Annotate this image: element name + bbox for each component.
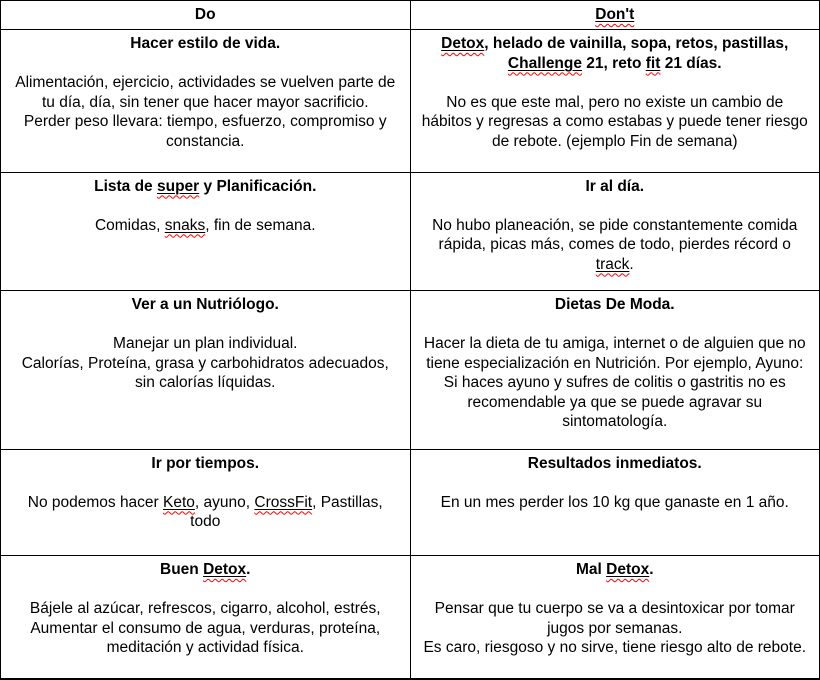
text-line (421, 295, 810, 315)
misspelled-word: fit (645, 54, 661, 72)
dont-cell (410, 556, 820, 679)
dont-cell (410, 291, 820, 450)
text-segment: Mal (575, 561, 607, 579)
text-line (11, 560, 400, 580)
text-line (11, 454, 400, 474)
text-segment: , fin de semana. (205, 216, 316, 234)
header-row (1, 1, 820, 30)
text-line (11, 177, 400, 197)
table-body (1, 30, 820, 680)
text-line (11, 580, 400, 600)
text-segment: Alimentación, ejercicio, actividades se vuelven parte de tu día, día, sin tener que hacer mayor sacrificio. (15, 74, 396, 111)
text-segment: Lista de (94, 177, 157, 195)
text-segment: Dietas De Moda. (554, 296, 675, 313)
do-cell (1, 291, 411, 450)
table-row (1, 556, 820, 679)
do-cell (1, 172, 411, 290)
text-line (421, 196, 810, 216)
text-line (421, 560, 810, 580)
misspelled-word: Don't (595, 6, 635, 23)
misspelled-word: Keto (163, 493, 195, 511)
text-line (421, 93, 810, 152)
misspelled-word: snaks (164, 216, 206, 234)
misspelled-word: Challenge (507, 54, 582, 72)
misspelled-word: super (157, 177, 200, 195)
text-segment: , ayuno, (194, 493, 255, 511)
text-segment: Ir al día. (585, 177, 645, 195)
text-segment: 21 días. (660, 54, 722, 72)
text-line (11, 34, 400, 54)
text-segment: Es caro, riesgoso y no sirve, tiene riesgo alto de rebote. (423, 639, 807, 657)
text-line (11, 73, 400, 112)
text-line (11, 216, 400, 236)
text-segment: . (629, 255, 634, 273)
misspelled-word: track (595, 255, 630, 273)
text-segment: Calorías, Proteína, grasa y carbohidratos adecuados, sin calorías líquidas. (21, 354, 389, 391)
text-line (11, 493, 400, 532)
text-segment: Hacer la dieta de tu amiga, internet o de alguien que no tiene especialización en Nutrición. Por ejemplo, Ayuno: Si haces ayuno y sufres de colitis o gastritis no es recomendable ya que se puede agravar su sintomatología. (423, 335, 806, 430)
column-header-do (1, 1, 411, 30)
text-line (11, 599, 400, 658)
text-segment: No podemos hacer (27, 493, 164, 511)
text-line (11, 354, 400, 393)
do-cell (1, 449, 411, 555)
table-row (1, 291, 820, 450)
text-line (421, 580, 810, 600)
text-segment: Resultados inmediatos. (527, 454, 702, 472)
dont-cell (410, 449, 820, 555)
text-segment: , Pastillas, todo (190, 493, 383, 531)
column-header-dont (410, 1, 820, 30)
text-line (421, 216, 810, 275)
misspelled-word: CrossFit (254, 493, 313, 511)
text-line (421, 334, 810, 432)
text-segment: Bájele al azúcar, refrescos, cigarro, alcohol, estrés, Aumentar el consumo de agua, verduras, proteína, meditación y actividad física. (29, 600, 381, 657)
text-segment: Buen (160, 561, 204, 579)
table-row (1, 30, 820, 173)
text-line (421, 34, 810, 73)
table-row (1, 172, 820, 290)
text-segment: Ver a un Nutriólogo. (131, 296, 279, 313)
text-line (421, 177, 810, 197)
table-row (1, 449, 820, 555)
text-line (11, 315, 400, 335)
text-segment: En un mes perder los 10 kg que ganaste en 1 año. (440, 493, 789, 511)
text-line (421, 473, 810, 493)
text-line (421, 599, 810, 638)
text-segment: No es que este mal, pero no existe un cambio de hábitos y regresas a como estabas y puede tener riesgo de rebote. (ejemplo Fin de semana) (421, 93, 808, 150)
misspelled-word: Detox (606, 561, 650, 579)
text-segment: . (649, 561, 654, 579)
text-segment: Ir por tiempos. (151, 454, 260, 472)
text-segment: 21, reto (582, 54, 646, 72)
text-segment: Pensar que tu cuerpo se va a desintoxicar por tomar jugos por semanas. (434, 600, 795, 637)
text-segment: y Planificación. (199, 177, 317, 195)
dont-cell (410, 172, 820, 290)
text-segment: Perder peso llevara: tiempo, esfuerzo, compromiso y constancia. (23, 113, 387, 150)
text-line (11, 334, 400, 354)
text-line (11, 473, 400, 493)
text-line (11, 196, 400, 216)
text-segment: Do (194, 6, 216, 23)
text-line (421, 73, 810, 93)
dont-cell (410, 30, 820, 173)
misspelled-word: Detox (203, 561, 247, 579)
text-line (421, 315, 810, 335)
text-segment: Comidas, (94, 216, 165, 234)
do-cell (1, 30, 411, 173)
text-line (11, 295, 400, 315)
do-cell (1, 556, 411, 679)
text-line (421, 454, 810, 474)
text-segment: , helado de vainilla, sopa, retos, pastillas, (484, 35, 789, 52)
misspelled-word: Detox (441, 35, 485, 52)
text-line (11, 112, 400, 151)
text-line (11, 54, 400, 74)
text-segment: Manejar un plan individual. (113, 335, 298, 352)
text-segment: No hubo planeación, se pide constantemente comida rápida, picas más, comes de todo, pierdes récord o (432, 216, 798, 254)
text-segment: . (246, 561, 251, 579)
text-line (421, 638, 810, 658)
text-line (421, 493, 810, 513)
text-segment: Hacer estilo de vida. (130, 35, 281, 52)
